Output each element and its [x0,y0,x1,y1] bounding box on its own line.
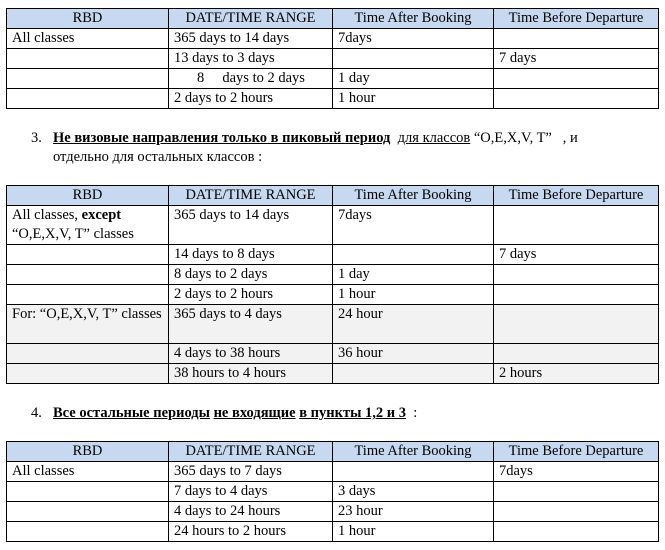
rbd-group-label: For: “O,E,X,V, T” classes [7,305,169,344]
fare-rules-table-2 [6,185,659,384]
rbd-cell [7,245,169,265]
rbd-cell [7,89,169,109]
rbd-cell [7,502,169,522]
after-booking-cell: 1 hour [333,522,494,542]
after-booking-cell: 3 days [333,482,494,502]
before-departure-cell [494,344,659,364]
table-row [7,364,659,384]
fare-rules-table-3 [6,441,659,542]
rbd-group-label [7,206,169,245]
section-middle-text: для классов [397,130,471,146]
table-row [7,482,659,502]
header-time-after-booking: Time After Booking [333,9,494,29]
table-row [7,245,659,265]
range-cell: 8 days to 2 days [169,69,333,89]
header-time-before-departure: Time Before Departure [494,9,659,29]
before-departure-cell [494,482,659,502]
after-booking-cell [333,364,494,384]
range-cell: 38 hours to 4 hours [169,364,333,384]
header-rbd: RBD [7,9,169,29]
before-departure-cell [494,69,659,89]
before-departure-cell [494,522,659,542]
header-time-after-booking: Time After Booking [333,186,494,206]
after-booking-cell: 23 hour [333,502,494,522]
range-cell: 8 days to 2 days [169,265,333,285]
header-rbd: RBD [7,442,169,462]
table-row [7,49,659,69]
header-date-time-range: DATE/TIME RANGE [169,442,333,462]
range-cell: 7 days to 4 days [169,482,333,502]
after-booking-cell [333,49,494,69]
before-departure-cell: 7days [494,462,659,482]
table-row [7,265,659,285]
range-cell: 24 hours to 2 hours [169,522,333,542]
before-departure-cell [494,305,659,344]
section-part-3: в пункты 1,2 и 3 [299,405,407,421]
table-row [7,305,659,344]
table-row [7,285,659,305]
header-time-before-departure: Time Before Departure [494,442,659,462]
table-row [7,69,659,89]
range-cell: 2 days to 2 hours [169,89,333,109]
rbd-cell [7,49,169,69]
header-row [7,442,659,462]
range-cell: 365 days to 14 days [169,206,333,245]
rbd-cell [7,285,169,305]
table-row [7,29,659,49]
header-row [7,186,659,206]
section-3-heading [31,129,661,167]
table-row [7,344,659,364]
rbd-cell [7,522,169,542]
section-classes: “O,E,X,V, T” [473,130,552,146]
before-departure-cell [494,206,659,245]
rbd-cell [7,344,169,364]
section-part-2: не входящие [213,405,296,421]
header-row [7,9,659,29]
section-line-2: отдельно для остальных классов : [53,149,263,165]
header-date-time-range: DATE/TIME RANGE [169,186,333,206]
before-departure-cell: 2 hours [494,364,659,384]
table-row [7,502,659,522]
after-booking-cell: 1 hour [333,89,494,109]
before-departure-cell [494,265,659,285]
header-time-before-departure: Time Before Departure [494,186,659,206]
before-departure-cell [494,285,659,305]
fare-rules-table-1 [6,8,659,109]
before-departure-cell [494,502,659,522]
range-cell: 2 days to 2 hours [169,285,333,305]
range-cell: 365 days to 14 days [169,29,333,49]
after-booking-cell: 24 hour [333,305,494,344]
table-row [7,462,659,482]
range-cell: 365 days to 4 days [169,305,333,344]
header-date-time-range: DATE/TIME RANGE [169,9,333,29]
after-booking-cell: 1 day [333,265,494,285]
section-tail: , и [562,130,578,146]
after-booking-cell: 1 hour [333,285,494,305]
label-except: except [81,207,122,223]
section-4-heading [31,404,661,423]
label-prefix: All classes, [12,207,79,223]
rbd-cell [7,69,169,89]
after-booking-cell: 36 hour [333,344,494,364]
section-tail: : [413,405,418,421]
section-number: 3. [31,130,42,146]
section-title: Не визовые направления только в пиковый период [53,130,391,146]
table-row [7,522,659,542]
after-booking-cell: 1 day [333,69,494,89]
after-booking-cell [333,462,494,482]
section-number: 4. [31,405,42,421]
after-booking-cell [333,245,494,265]
before-departure-cell [494,89,659,109]
rbd-cell [7,482,169,502]
range-cell: 365 days to 7 days [169,462,333,482]
before-departure-cell: 7 days [494,49,659,69]
after-booking-cell: 7days [333,206,494,245]
rbd-cell [7,364,169,384]
rbd-cell: All classes [7,29,169,49]
table-row [7,89,659,109]
range-cell: 14 days to 8 days [169,245,333,265]
range-cell: 4 days to 38 hours [169,344,333,364]
after-booking-cell: 7days [333,29,494,49]
range-cell: 13 days to 3 days [169,49,333,69]
header-time-after-booking: Time After Booking [333,442,494,462]
header-rbd: RBD [7,186,169,206]
section-part-1: Все остальные периоды [53,405,210,421]
before-departure-cell [494,29,659,49]
before-departure-cell: 7 days [494,245,659,265]
table-row [7,206,659,245]
rbd-cell [7,265,169,285]
label-suffix: “O,E,X,V, T” classes [12,226,134,242]
rbd-cell: All classes [7,462,169,482]
range-cell: 4 days to 24 hours [169,502,333,522]
